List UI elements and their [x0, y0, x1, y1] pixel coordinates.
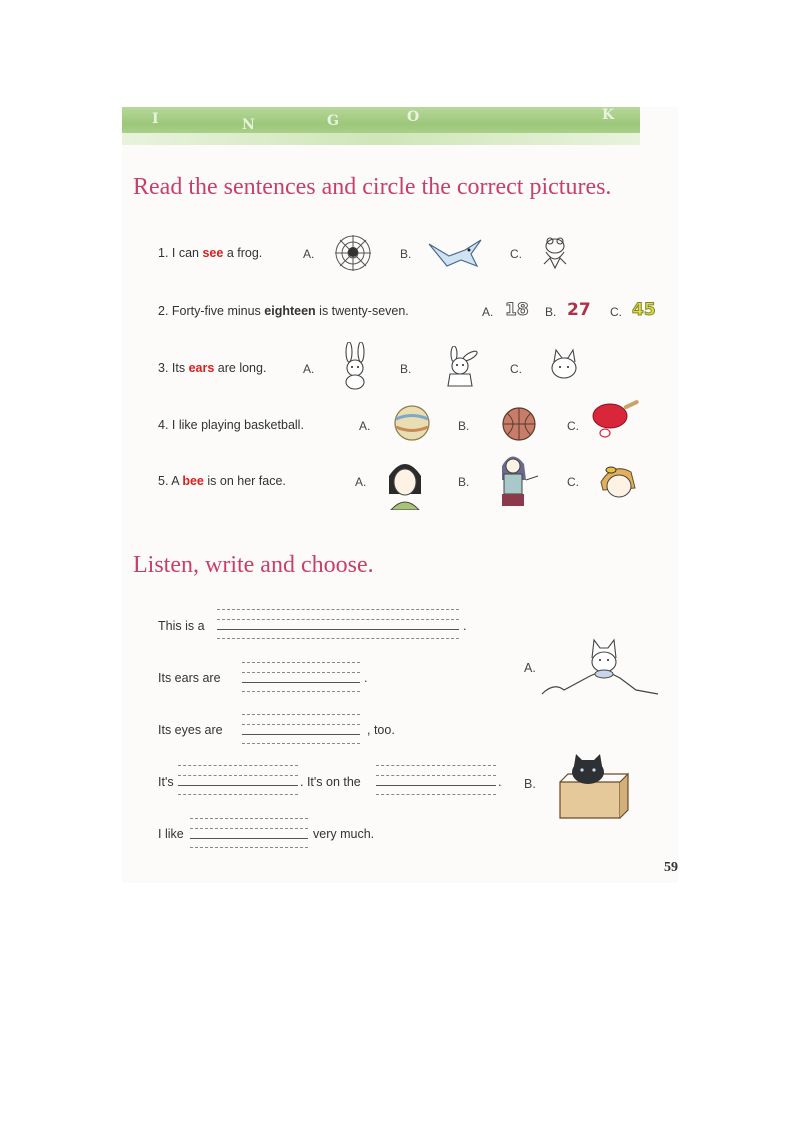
cat-icon[interactable] — [547, 348, 581, 384]
option-a[interactable]: A. — [355, 475, 367, 489]
banner-letter: I — [152, 111, 159, 127]
writing-blank[interactable] — [376, 765, 496, 795]
option-a[interactable]: A. — [359, 419, 371, 433]
number-option-a[interactable]: 18 — [505, 300, 529, 320]
section2-title: Listen, write and choose. — [133, 552, 374, 578]
highlight-word: bee — [182, 474, 204, 488]
banner-letter: K — [602, 107, 615, 123]
option-c[interactable]: C. — [510, 247, 522, 261]
girl-face-icon[interactable] — [383, 454, 427, 510]
question-1: 1. I can see a frog. — [158, 246, 263, 260]
banner-stripe — [122, 133, 640, 145]
option-a[interactable]: A. — [303, 247, 315, 261]
line-5-end: very much. — [313, 827, 375, 841]
writing-blank[interactable] — [217, 609, 459, 639]
highlight-word: ears — [188, 361, 215, 375]
option-c[interactable]: C. — [610, 305, 622, 319]
ping-pong-paddle-icon[interactable] — [590, 400, 642, 440]
line-2-text: Its ears are — [158, 671, 221, 685]
writing-blank[interactable] — [190, 818, 308, 848]
choice-b[interactable]: B. — [524, 777, 536, 791]
banner-letter: O — [407, 109, 420, 125]
girl-sitting-icon[interactable] — [496, 450, 542, 512]
writing-blank[interactable] — [242, 662, 360, 692]
question-3: 3. Its ears are long. — [158, 361, 267, 375]
line-5-text: I like — [158, 827, 184, 841]
option-b[interactable]: B. — [400, 247, 412, 261]
rabbit-sitting-icon[interactable] — [440, 346, 480, 388]
line-4-end: . — [498, 775, 502, 789]
line-3-text: Its eyes are — [158, 723, 223, 737]
question-2: 2. Forty-five minus eighteen is twenty-seven. — [158, 304, 409, 318]
girl-bee-icon[interactable] — [595, 460, 645, 500]
line-2-end: . — [364, 671, 368, 685]
option-b[interactable]: B. — [458, 419, 470, 433]
option-b[interactable]: B. — [458, 475, 470, 489]
rabbit-icon[interactable] — [338, 342, 372, 390]
option-c[interactable]: C. — [567, 419, 579, 433]
frog-icon[interactable] — [538, 234, 572, 272]
option-c[interactable]: C. — [510, 362, 522, 376]
highlight-word: eighteen — [264, 304, 316, 318]
writing-blank[interactable] — [178, 765, 298, 795]
basketball-icon[interactable] — [500, 406, 538, 442]
number-option-b[interactable]: 27 — [567, 300, 591, 320]
choice-a[interactable]: A. — [524, 661, 536, 675]
line-3-end: , too. — [367, 723, 395, 737]
question-5: 5. A bee is on her face. — [158, 474, 286, 488]
option-a[interactable]: A. — [303, 362, 315, 376]
cat-in-box-icon[interactable] — [556, 752, 630, 820]
line-4-middle: . It's on the — [300, 775, 361, 789]
option-b[interactable]: B. — [545, 305, 557, 319]
page-number: 59 — [664, 860, 678, 875]
banner-letter: N — [242, 117, 255, 133]
bird-icon[interactable] — [425, 236, 485, 272]
option-c[interactable]: C. — [567, 475, 579, 489]
question-4: 4. I like playing basketball. — [158, 418, 304, 432]
number-option-c[interactable]: 45 — [632, 300, 656, 320]
ball-icon[interactable] — [393, 404, 431, 442]
line-1-text: This is a — [158, 619, 205, 633]
banner-letter: G — [327, 113, 339, 129]
cat-on-hill-icon[interactable] — [540, 634, 660, 708]
line-1-end: . — [463, 619, 467, 633]
spider-web-icon[interactable] — [332, 233, 374, 273]
line-4-text: It's — [158, 775, 174, 789]
highlight-word: see — [202, 246, 224, 260]
writing-blank[interactable] — [242, 714, 360, 744]
option-a[interactable]: A. — [482, 305, 494, 319]
section1-title: Read the sentences and circle the correct pictures. — [133, 174, 612, 200]
option-b[interactable]: B. — [400, 362, 412, 376]
top-banner — [122, 107, 640, 145]
